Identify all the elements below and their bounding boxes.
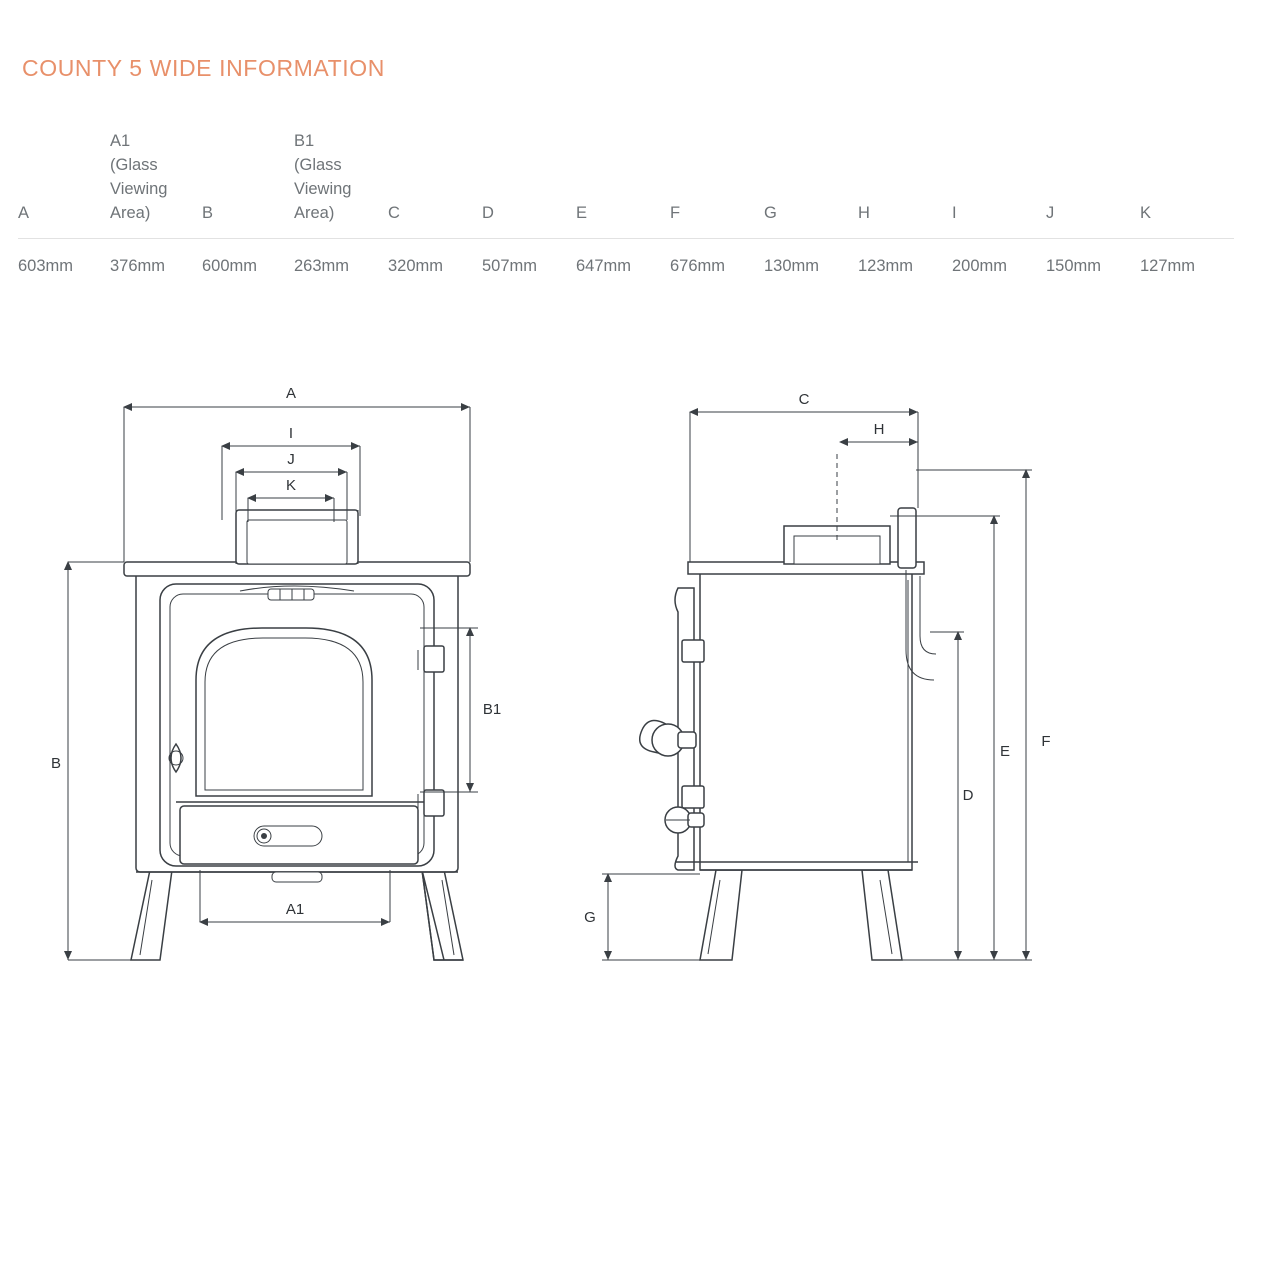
cell-k: 127mm bbox=[1140, 256, 1196, 275]
column-header-g bbox=[764, 130, 858, 238]
dim-label-h: H bbox=[873, 421, 885, 438]
dim-label-a1: A1 bbox=[285, 901, 305, 918]
cell-j: 150mm bbox=[1046, 256, 1102, 275]
column-header-j-label: J bbox=[1046, 203, 1055, 222]
page-title: COUNTY 5 WIDE INFORMATION bbox=[22, 55, 385, 81]
cell-b1: 263mm bbox=[294, 256, 350, 275]
cell-c: 320mm bbox=[388, 256, 444, 275]
column-header-k-label: K bbox=[1140, 203, 1152, 222]
column-header-b1 bbox=[294, 130, 388, 238]
column-header-a-label: A bbox=[18, 203, 30, 222]
cell-a: 603mm bbox=[18, 256, 74, 275]
dim-label-f: F bbox=[1041, 733, 1051, 750]
dim-label-a: A bbox=[285, 385, 297, 402]
table-header-row bbox=[18, 130, 1234, 238]
dim-label-k: K bbox=[285, 477, 297, 494]
cell-d: 507mm bbox=[482, 256, 538, 275]
column-header-h-label: H bbox=[858, 203, 870, 222]
column-header-j bbox=[1046, 130, 1140, 238]
column-header-h bbox=[858, 130, 952, 238]
dim-label-d: D bbox=[962, 787, 974, 804]
column-header-b1-sub: (Glass Viewing Area) bbox=[294, 155, 352, 222]
cell-i: 200mm bbox=[952, 256, 1008, 275]
column-header-e-label: E bbox=[576, 203, 588, 222]
column-header-a1 bbox=[110, 130, 202, 238]
column-header-f bbox=[670, 130, 764, 238]
dim-label-e: E bbox=[999, 743, 1011, 760]
dim-label-i: I bbox=[288, 425, 294, 442]
column-header-a1-label: A1 bbox=[110, 132, 131, 150]
column-header-f-label: F bbox=[670, 203, 681, 222]
column-header-i-label: I bbox=[952, 203, 957, 222]
column-header-a bbox=[18, 130, 110, 238]
column-header-c bbox=[388, 130, 482, 238]
column-header-a1-sub: (Glass Viewing Area) bbox=[110, 155, 168, 222]
table-row bbox=[18, 238, 1234, 276]
dim-label-g: G bbox=[584, 909, 596, 926]
column-header-b bbox=[202, 130, 294, 238]
dim-label-c: C bbox=[798, 391, 810, 408]
technical-drawings bbox=[0, 350, 1280, 1030]
cell-g: 130mm bbox=[764, 256, 820, 275]
dim-label-j: J bbox=[287, 451, 295, 468]
column-header-d bbox=[482, 130, 576, 238]
cell-h: 123mm bbox=[858, 256, 914, 275]
cell-e: 647mm bbox=[576, 256, 632, 275]
column-header-k bbox=[1140, 130, 1234, 238]
dim-label-b: B bbox=[50, 755, 62, 772]
column-header-e bbox=[576, 130, 670, 238]
front-elevation bbox=[51, 385, 501, 960]
dimensions-table bbox=[18, 130, 1234, 276]
cell-b: 600mm bbox=[202, 256, 258, 275]
cell-a1: 376mm bbox=[110, 256, 166, 275]
column-header-b-label: B bbox=[202, 203, 214, 222]
dim-label-b1: B1 bbox=[482, 701, 502, 718]
column-header-g-label: G bbox=[764, 203, 777, 222]
column-header-d-label: D bbox=[482, 203, 494, 222]
column-header-b1-label: B1 bbox=[294, 132, 315, 150]
cell-f: 676mm bbox=[670, 256, 726, 275]
column-header-i bbox=[952, 130, 1046, 238]
column-header-c-label: C bbox=[388, 203, 400, 222]
side-elevation bbox=[584, 391, 1050, 960]
